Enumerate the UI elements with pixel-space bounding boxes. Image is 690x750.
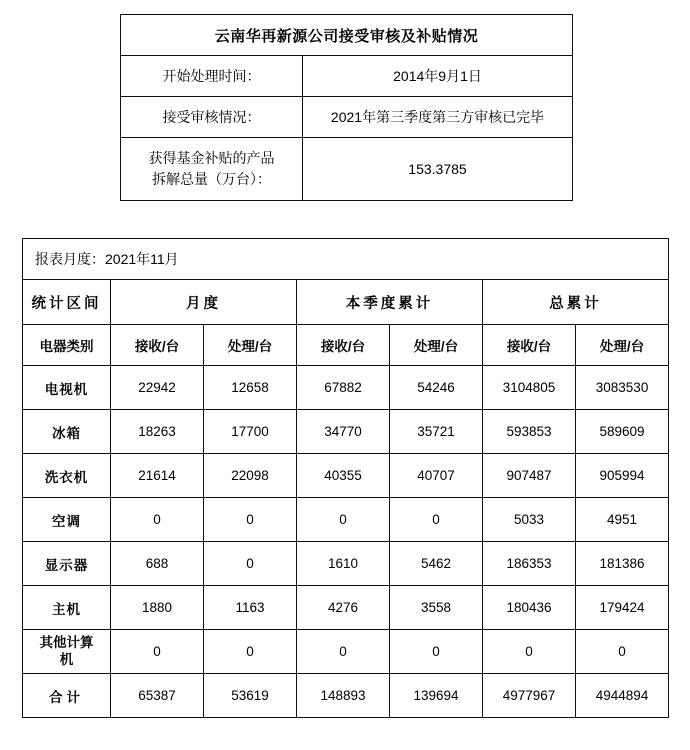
row-cell: 181386 — [576, 542, 669, 586]
table-row — [23, 410, 669, 454]
table-row — [23, 630, 669, 674]
row-cell: 5462 — [390, 542, 483, 586]
row-cell: 907487 — [483, 454, 576, 498]
row-cell: 4951 — [576, 498, 669, 542]
row-cell: 180436 — [483, 586, 576, 630]
sub-header-row — [23, 325, 669, 366]
total-cell: 65387 — [111, 674, 204, 718]
row-category: 显示器 — [23, 542, 111, 586]
summary-table-wrapper — [120, 14, 572, 201]
row-category: 冰箱 — [23, 410, 111, 454]
row-cell: 40707 — [390, 454, 483, 498]
row-cell: 1163 — [204, 586, 297, 630]
row-cell: 0 — [297, 498, 390, 542]
row-category: 电视机 — [23, 366, 111, 410]
row-cell: 22942 — [111, 366, 204, 410]
category-header: 电器类别 — [23, 325, 111, 366]
main-table-wrapper — [22, 238, 668, 718]
row-cell: 0 — [111, 630, 204, 674]
row-cell: 22098 — [204, 454, 297, 498]
sub-header-total-processed: 处理/台 — [576, 325, 669, 366]
row-cell: 3083530 — [576, 366, 669, 410]
row-cell: 0 — [204, 542, 297, 586]
row-cell: 1610 — [297, 542, 390, 586]
sub-header-total-received: 接收/台 — [483, 325, 576, 366]
row-cell: 12658 — [204, 366, 297, 410]
group-header-quarter: 本季度累计 — [297, 280, 483, 325]
row-cell: 0 — [204, 630, 297, 674]
row-cell: 40355 — [297, 454, 390, 498]
row-cell: 54246 — [390, 366, 483, 410]
summary-row-subsidy-total — [121, 138, 573, 201]
row-cell: 0 — [576, 630, 669, 674]
table-row — [23, 498, 669, 542]
row-cell: 5033 — [483, 498, 576, 542]
row-cell: 688 — [111, 542, 204, 586]
row-cell: 21614 — [111, 454, 204, 498]
group-header-total: 总累计 — [483, 280, 669, 325]
row-cell: 0 — [204, 498, 297, 542]
summary-label-start-time: 开始处理时间： — [121, 56, 303, 97]
summary-title-row — [121, 15, 573, 56]
sub-header-quarter-received: 接收/台 — [297, 325, 390, 366]
table-row — [23, 454, 669, 498]
row-cell: 905994 — [576, 454, 669, 498]
total-cell: 148893 — [297, 674, 390, 718]
total-cell: 4944894 — [576, 674, 669, 718]
summary-title: 云南华再新源公司接受审核及补贴情况 — [121, 15, 573, 56]
summary-label-subsidy-total — [121, 138, 303, 201]
row-category-line1: 其他计算 — [39, 634, 94, 650]
row-cell: 4276 — [297, 586, 390, 630]
main-data-table — [22, 238, 669, 718]
summary-row-audit-status — [121, 97, 573, 138]
table-row — [23, 586, 669, 630]
summary-row-start-time — [121, 56, 573, 97]
row-cell: 0 — [111, 498, 204, 542]
summary-label-subsidy-total-line2: 拆解总量（万台）： — [152, 171, 271, 187]
summary-label-subsidy-total-line1: 获得基金补贴的产品 — [148, 150, 275, 166]
sub-header-month-received: 接收/台 — [111, 325, 204, 366]
total-cell: 53619 — [204, 674, 297, 718]
row-cell: 179424 — [576, 586, 669, 630]
row-cell: 35721 — [390, 410, 483, 454]
report-month-label: 报表月度：2021年11月 — [23, 239, 669, 280]
row-cell: 589609 — [576, 410, 669, 454]
row-cell: 0 — [390, 498, 483, 542]
summary-value-start-time: 2014年9月1日 — [303, 56, 573, 97]
row-cell: 3558 — [390, 586, 483, 630]
summary-label-audit-status: 接受审核情况： — [121, 97, 303, 138]
sub-header-quarter-processed: 处理/台 — [390, 325, 483, 366]
group-header-month: 月度 — [111, 280, 297, 325]
row-cell: 593853 — [483, 410, 576, 454]
table-row — [23, 542, 669, 586]
sub-header-month-processed: 处理/台 — [204, 325, 297, 366]
row-cell: 0 — [297, 630, 390, 674]
total-cell: 139694 — [390, 674, 483, 718]
report-month-row — [23, 239, 669, 280]
row-category: 主机 — [23, 586, 111, 630]
group-header-row — [23, 280, 669, 325]
summary-table — [120, 14, 573, 201]
row-cell: 186353 — [483, 542, 576, 586]
row-cell: 0 — [390, 630, 483, 674]
summary-value-subsidy-total: 153.3785 — [303, 138, 573, 201]
row-cell: 1880 — [111, 586, 204, 630]
row-category-line2: 机 — [59, 651, 74, 667]
row-cell: 67882 — [297, 366, 390, 410]
row-cell: 0 — [483, 630, 576, 674]
row-cell: 34770 — [297, 410, 390, 454]
summary-value-audit-status: 2021年第三季度第三方审核已完毕 — [303, 97, 573, 138]
row-category — [23, 630, 111, 674]
row-cell: 17700 — [204, 410, 297, 454]
table-total-row — [23, 674, 669, 718]
row-cell: 3104805 — [483, 366, 576, 410]
total-row-label: 合计 — [23, 674, 111, 718]
row-cell: 18263 — [111, 410, 204, 454]
corner-header: 统计区间 — [23, 280, 111, 325]
row-category: 洗衣机 — [23, 454, 111, 498]
row-category: 空调 — [23, 498, 111, 542]
table-row — [23, 366, 669, 410]
total-cell: 4977967 — [483, 674, 576, 718]
